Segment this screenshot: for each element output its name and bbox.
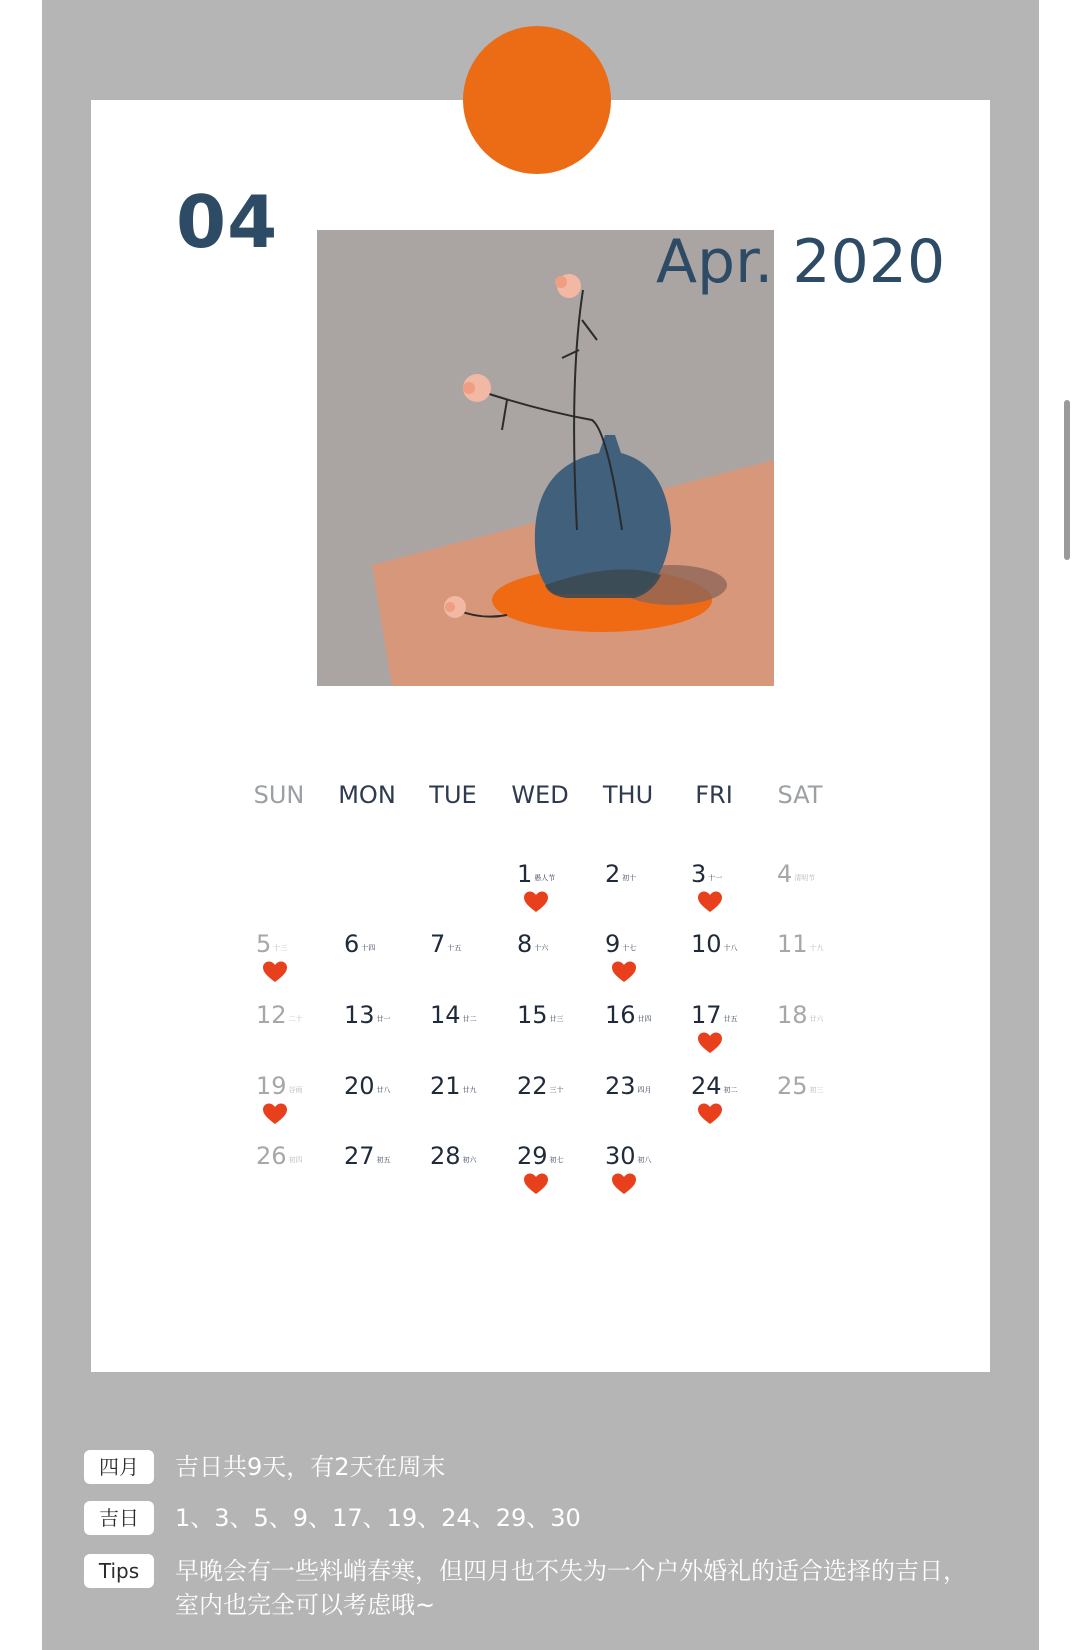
- calendar-day[interactable]: [585, 1001, 671, 1061]
- lunar-label: 十九: [809, 943, 824, 952]
- calendar-day[interactable]: [324, 930, 410, 990]
- calendar-day[interactable]: [671, 860, 757, 920]
- lunar-label: 清明节: [794, 873, 816, 882]
- calendar-day[interactable]: [585, 1072, 671, 1132]
- calendar-day[interactable]: [410, 1142, 496, 1202]
- day-number: 5: [256, 930, 272, 958]
- heart-icon: [697, 890, 723, 914]
- day-number: 6: [344, 930, 360, 958]
- calendar-day[interactable]: [757, 1001, 843, 1061]
- calendar-day[interactable]: [671, 930, 757, 990]
- calendar-day[interactable]: [671, 1001, 757, 1061]
- month-tag: 四月: [84, 1450, 154, 1484]
- lunar-label: 初二: [723, 1085, 738, 1094]
- calendar-day[interactable]: [324, 1001, 410, 1061]
- lunar-label: 十三: [273, 943, 288, 952]
- lunar-label: 十一: [708, 873, 723, 882]
- heart-icon: [611, 960, 637, 984]
- lunar-label: 初五: [376, 1155, 391, 1164]
- lunar-label: 廿二: [462, 1014, 477, 1023]
- lunar-label: 初四: [288, 1155, 303, 1164]
- calendar-grid: [236, 860, 841, 1220]
- lunar-label: 初七: [549, 1155, 564, 1164]
- day-number: 2: [605, 860, 621, 888]
- weekday-fri: FRI: [695, 781, 733, 809]
- lunar-label: 十四: [361, 943, 376, 952]
- day-number: 23: [605, 1072, 636, 1100]
- day-number: 30: [605, 1142, 636, 1170]
- weekday-sun: SUN: [253, 781, 305, 809]
- day-number: 1: [517, 860, 533, 888]
- heart-icon: [697, 1102, 723, 1126]
- day-number: 27: [344, 1142, 375, 1170]
- tips-tag: Tips: [84, 1554, 154, 1588]
- calendar-day[interactable]: [236, 1142, 322, 1202]
- lucky-days-tag: 吉日: [84, 1501, 154, 1535]
- lunar-label: 谷雨: [288, 1085, 303, 1094]
- day-number: 9: [605, 930, 621, 958]
- day-number: 12: [256, 1001, 287, 1029]
- calendar-day[interactable]: [497, 930, 583, 990]
- lunar-label: 廿四: [637, 1014, 652, 1023]
- day-number: 16: [605, 1001, 636, 1029]
- heart-icon: [262, 960, 288, 984]
- weekday-sat: SAT: [777, 781, 823, 809]
- calendar-day[interactable]: [410, 1072, 496, 1132]
- day-number: 13: [344, 1001, 375, 1029]
- month-year-heading: Apr. 2020: [656, 227, 946, 297]
- heart-icon: [697, 1031, 723, 1055]
- day-number: 24: [691, 1072, 722, 1100]
- calendar-day[interactable]: [585, 1142, 671, 1202]
- calendar-day[interactable]: [497, 860, 583, 920]
- calendar-day[interactable]: [236, 930, 322, 990]
- lunar-label: 愚人节: [534, 873, 556, 882]
- day-number: 18: [777, 1001, 808, 1029]
- day-number: 17: [691, 1001, 722, 1029]
- lunar-label: 初八: [637, 1155, 652, 1164]
- calendar-day[interactable]: [497, 1001, 583, 1061]
- day-number: 15: [517, 1001, 548, 1029]
- calendar-day[interactable]: [585, 860, 671, 920]
- day-number: 19: [256, 1072, 287, 1100]
- calendar-day[interactable]: [757, 930, 843, 990]
- weekday-wed: WED: [511, 781, 569, 809]
- calendar-day[interactable]: [585, 930, 671, 990]
- heart-icon: [523, 890, 549, 914]
- calendar-day[interactable]: [497, 1142, 583, 1202]
- lunar-label: 初十: [622, 873, 637, 882]
- lunar-label: 廿八: [376, 1085, 391, 1094]
- calendar-day[interactable]: [236, 1072, 322, 1132]
- scrollbar-thumb[interactable]: [1064, 400, 1070, 560]
- lunar-label: 二十: [288, 1014, 303, 1023]
- lunar-label: 三十: [549, 1085, 564, 1094]
- lunar-label: 十八: [723, 943, 738, 952]
- day-number: 3: [691, 860, 707, 888]
- weekday-tue: TUE: [429, 781, 477, 809]
- weekday-header-row: [236, 781, 841, 821]
- day-number: 10: [691, 930, 722, 958]
- heart-icon: [611, 1172, 637, 1196]
- day-number: 14: [430, 1001, 461, 1029]
- vase-illustration: [317, 230, 774, 686]
- calendar-day[interactable]: [671, 1072, 757, 1132]
- pin-circle: [463, 26, 611, 174]
- month-number: 04: [176, 180, 279, 264]
- lunar-label: 十五: [447, 943, 462, 952]
- calendar-day[interactable]: [324, 1072, 410, 1132]
- lunar-label: 廿五: [723, 1014, 738, 1023]
- month-summary-text: 吉日共9天，有2天在周末: [175, 1453, 446, 1481]
- calendar-day[interactable]: [236, 1001, 322, 1061]
- heart-icon: [262, 1102, 288, 1126]
- calendar-day[interactable]: [757, 860, 843, 920]
- day-number: 25: [777, 1072, 808, 1100]
- lucky-days-text: 1、3、5、9、17、19、24、29、30: [175, 1504, 581, 1532]
- calendar-day[interactable]: [324, 1142, 410, 1202]
- lunar-label: 十七: [622, 943, 637, 952]
- lunar-label: 初三: [809, 1085, 824, 1094]
- day-number: 26: [256, 1142, 287, 1170]
- weekday-mon: MON: [338, 781, 396, 809]
- lunar-label: 十六: [534, 943, 549, 952]
- scrollbar[interactable]: [1066, 0, 1076, 1650]
- weekday-thu: THU: [602, 781, 654, 809]
- lunar-label: 廿一: [376, 1014, 391, 1023]
- tips-text: 早晚会有一些料峭春寒，但四月也不失为一个户外婚礼的适合选择的吉日，室内也完全可以考虑哦~: [175, 1557, 967, 1619]
- day-number: 4: [777, 860, 793, 888]
- calendar-day[interactable]: [757, 1072, 843, 1132]
- lunar-label: 廿九: [462, 1085, 477, 1094]
- heart-icon: [523, 1172, 549, 1196]
- lunar-label: 廿六: [809, 1014, 824, 1023]
- day-number: 22: [517, 1072, 548, 1100]
- calendar-day[interactable]: [497, 1072, 583, 1132]
- day-number: 8: [517, 930, 533, 958]
- calendar-day[interactable]: [410, 930, 496, 990]
- lunar-label: 四月: [637, 1085, 652, 1094]
- day-number: 11: [777, 930, 808, 958]
- day-number: 20: [344, 1072, 375, 1100]
- day-number: 29: [517, 1142, 548, 1170]
- day-number: 28: [430, 1142, 461, 1170]
- lunar-label: 廿三: [549, 1014, 564, 1023]
- calendar-day[interactable]: [410, 1001, 496, 1061]
- day-number: 7: [430, 930, 446, 958]
- day-number: 21: [430, 1072, 461, 1100]
- lunar-label: 初六: [462, 1155, 477, 1164]
